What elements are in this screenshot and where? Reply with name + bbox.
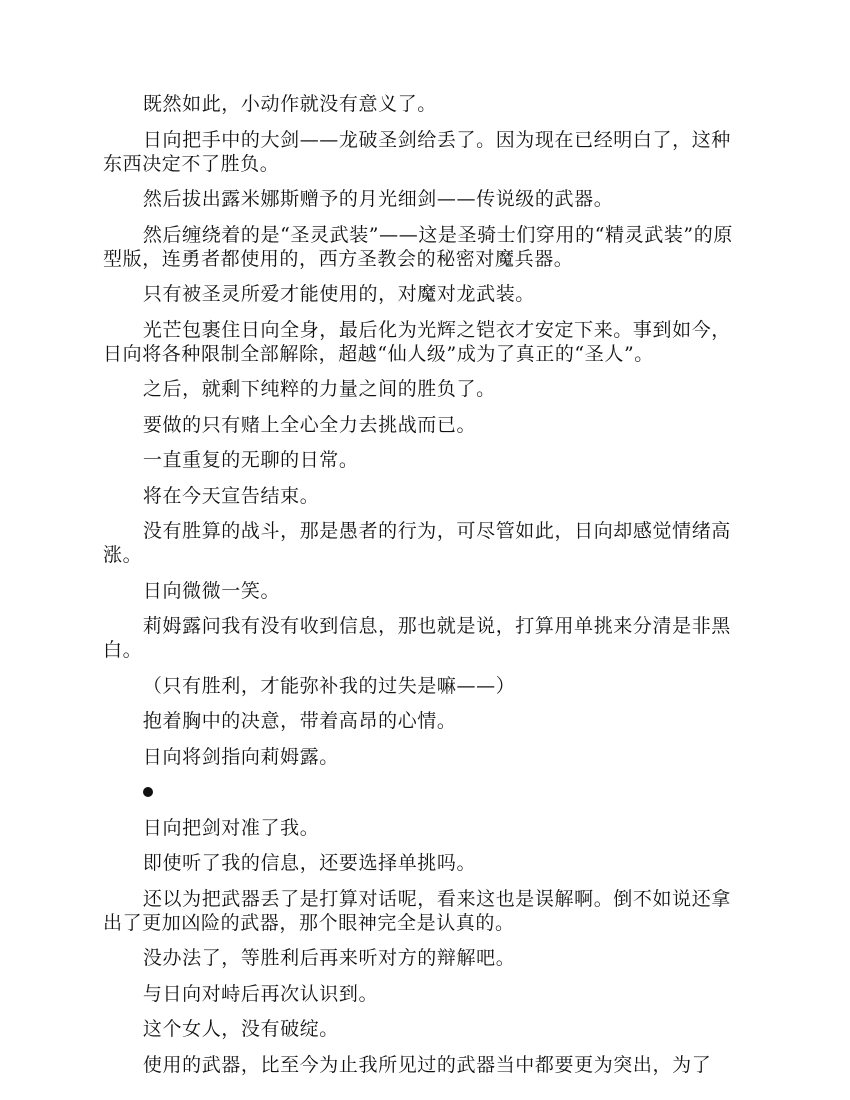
paragraph: 将在今天宣告结束。: [142, 484, 320, 507]
paragraph: 还以为把武器丢了是打算对话呢，看来这也是误解啊。倒不如说还拿出了更加凶险的武器，那个眼神完全是认真的。: [103, 887, 731, 934]
paragraph: 与日向对峙后再次认识到。: [142, 982, 379, 1005]
paragraph: 使用的武器，比至今为止我所见过的武器当中都要更为突出，为了: [142, 1053, 712, 1076]
bullet-dot-icon: [143, 787, 153, 797]
paragraph: 然后拔出露米娜斯赠予的月光细剑——传说级的武器。: [142, 188, 614, 210]
paragraph: 抱着胸中的决意，带着高昂的心情。: [142, 710, 457, 732]
paragraph: 日向微微一笑。: [142, 579, 281, 602]
paragraph: 日向把剑对准了我。: [142, 816, 320, 839]
paragraph: 然后缠绕着的是“圣灵武装”——这是圣骑士们穿用的“精灵武装”的原型版，连勇者都使用的，西方圣教会的秘密对魔兵器。: [103, 223, 733, 270]
scene-break-bullet: [103, 780, 747, 804]
paragraph: 只有被圣灵所爱才能使用的，对魔对龙武装。: [142, 283, 535, 305]
paragraph: 日向把手中的大剑——龙破圣剑给丢了。因为现在已经明白了，这种东西决定不了胜负。: [103, 128, 731, 175]
paragraph: 即使听了我的信息，还要选择单挑吗。: [142, 852, 477, 874]
paragraph: 这个女人，没有破绽。: [142, 1018, 339, 1040]
paragraph: 日向将剑指向莉姆露。: [142, 745, 339, 768]
paragraph: 没办法了，等胜利后再来听对方的辩解吧。: [142, 947, 516, 969]
paragraph: 光芒包裹住日向全身，最后化为光辉之铠衣才安定下来。事到如今，日向将各种限制全部解除，超越“仙人级”成为了真正的“圣人”。: [103, 318, 731, 365]
paragraph: 没有胜算的战斗，那是愚者的行为，可尽管如此，日向却感觉情绪高涨。: [103, 520, 731, 566]
paragraph: 既然如此，小动作就没有意义了。: [142, 93, 437, 115]
paragraph: 之后，就剩下纯粹的力量之间的胜负了。: [142, 378, 496, 400]
paragraph: 要做的只有赌上全心全力去挑战而已。: [142, 413, 477, 436]
paragraph: 一直重复的无聊的日常。: [142, 449, 359, 471]
paragraph: 莉姆露问我有没有收到信息，那也就是说，打算用单挑来分清是非黑白。: [103, 615, 731, 661]
paragraph: （只有胜利，才能弥补我的过失是嘛——）: [142, 674, 516, 697]
document-page: [103, 92, 747, 1088]
